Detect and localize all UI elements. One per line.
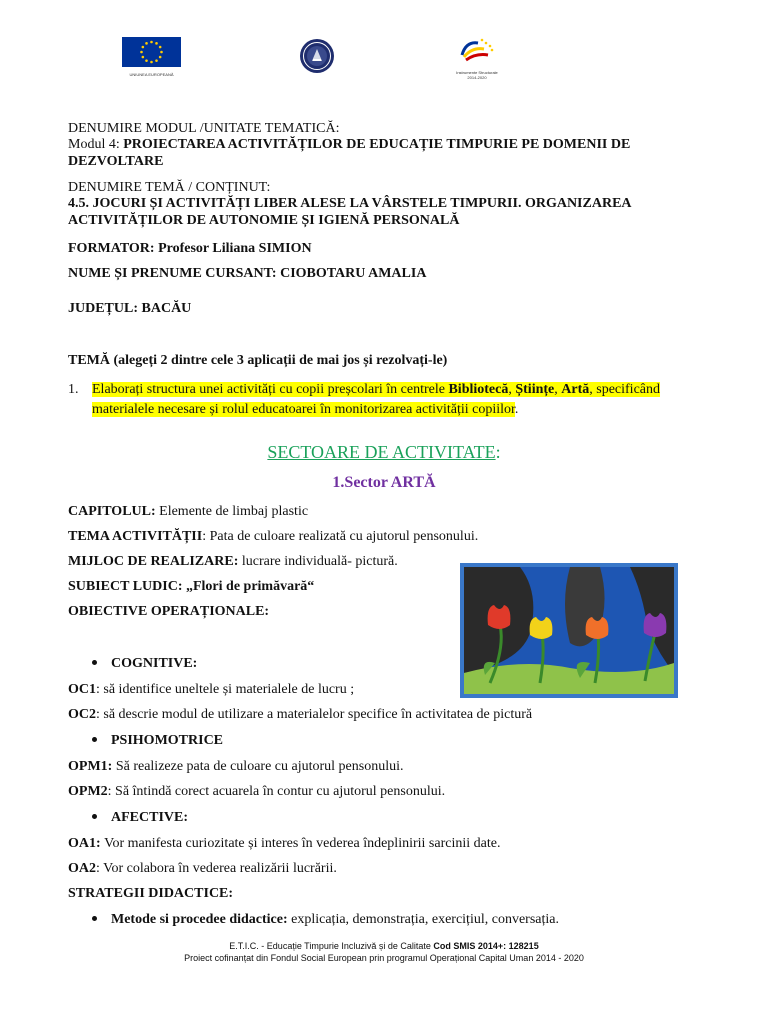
- section-subheading: 1.Sector ARTĂ: [332, 474, 436, 491]
- opm2-label: OPM2: [68, 784, 108, 799]
- item-sep-1: ,: [508, 382, 516, 397]
- strategii-heading: STRATEGII DIDACTICE:: [68, 886, 234, 901]
- structural-instruments-icon: [448, 35, 506, 65]
- modul-title-2: DEZVOLTARE: [68, 154, 164, 169]
- opm1-label: OPM1:: [68, 759, 116, 774]
- structural-instruments-logo: [448, 35, 506, 80]
- oa2-label: OA2: [68, 861, 96, 876]
- eu-star-icon: [145, 59, 148, 62]
- oc2-value: : să descrie modul de utilizare a materialelor specifice în activitatea de pictură: [96, 707, 533, 722]
- bullet-icon: [92, 737, 97, 742]
- eu-star-icon: [155, 42, 158, 45]
- eu-star-icon: [150, 41, 153, 44]
- item-bold-3: Artă: [561, 382, 590, 397]
- oa1-value: Vor manifesta curiozitate și interes în vederea îndeplinirii sarcinii date.: [104, 836, 501, 851]
- modul-line-1: [68, 136, 630, 153]
- capitolul-value: Elemente de limbaj plastic: [159, 504, 309, 519]
- is-caption-1: Instrumente Structurale: [456, 70, 498, 75]
- assignment-line-1: [92, 381, 660, 398]
- oc1-label: OC1: [68, 682, 96, 697]
- eu-star-icon: [160, 51, 163, 54]
- opm1-line: [68, 758, 403, 775]
- opm1-value: Să realizeze pata de culoare cu ajutorul pensonului.: [115, 759, 404, 774]
- mijloc-value: lucrare individuală- pictură.: [241, 554, 398, 569]
- capitolul-label: CAPITOLUL:: [68, 504, 160, 519]
- government-seal-logo: [292, 37, 342, 75]
- tema-activitatii-label: TEMA ACTIVITĂȚII: [68, 529, 203, 544]
- oc1-line: [68, 681, 354, 698]
- mijloc-line: [68, 553, 398, 570]
- item-text-1: Elaborați structura unei activități cu copii preșcolari în centrele: [92, 382, 449, 397]
- eu-flag-icon: [122, 37, 181, 67]
- eu-star-icon: [159, 56, 162, 59]
- eu-star-icon: [150, 61, 153, 64]
- oa2-line: [68, 860, 337, 877]
- eu-star-icon: [140, 51, 143, 54]
- cursant: NUME ȘI PRENUME CURSANT: CIOBOTARU AMALIA: [68, 266, 427, 281]
- item-bold-2: Științe: [515, 382, 555, 397]
- oc2-label: OC2: [68, 707, 96, 722]
- oa2-value: : Vor colabora în vederea realizării lucrării.: [96, 861, 337, 876]
- eu-star-icon: [159, 46, 162, 49]
- oc1-value: : să identifice uneltele și materialele de lucru ;: [96, 682, 355, 697]
- item-text-2: , specificând: [589, 382, 660, 397]
- eu-caption: UNIUNEA EUROPEANĂ: [129, 72, 174, 77]
- bullet-icon: [92, 660, 97, 665]
- capitolul-line: [68, 503, 308, 520]
- tema-assignment: TEMĂ (alegeți 2 dintre cele 3 aplicații de mai jos și rezolvați-le): [68, 353, 448, 368]
- afective-bullet: [92, 809, 188, 826]
- metode-bullet: [92, 911, 559, 928]
- section-heading-colon: :: [495, 442, 501, 462]
- footer-smis-code: Cod SMIS 2014+: 128215: [433, 941, 539, 951]
- bullet-icon: [92, 916, 97, 921]
- tema-label: DENUMIRE TEMĂ / CONȚINUT:: [68, 180, 271, 195]
- eu-star-icon: [145, 42, 148, 45]
- footer-line-2: Proiect cofinanțat din Fondul Social European prin programul Operațional Capital Uman 2014 - 2020: [184, 953, 584, 963]
- formator: FORMATOR: Profesor Liliana SIMION: [68, 241, 312, 256]
- tema-title-1: 4.5. JOCURI ȘI ACTIVITĂȚI LIBER ALESE LA VÂRSTELE TIMPURII. ORGANIZAREA: [68, 196, 632, 211]
- oc2-line: [68, 706, 532, 723]
- section-heading: [0, 441, 768, 463]
- subiect-ludic: SUBIECT LUDIC: „Flori de primăvară“: [68, 579, 315, 594]
- metode-label: Metode si procedee didactice:: [111, 912, 292, 927]
- item-bold-1: Bibliotecă: [448, 382, 509, 397]
- opm2-value: : Să întindă corect acuarela în contur cu ajutorul pensonului.: [107, 784, 446, 799]
- eu-flag-logo: [122, 37, 181, 75]
- oa1-line: [68, 835, 500, 852]
- bullet-icon: [92, 814, 97, 819]
- obiective-heading: OBIECTIVE OPERAȚIONALE:: [68, 604, 270, 619]
- modul-title-1: PROIECTAREA ACTIVITĂȚILOR DE EDUCAȚIE TIMPURIE PE DOMENII DE: [123, 137, 631, 152]
- psihomotrice-bullet: [92, 732, 223, 749]
- afective-label: AFECTIVE:: [111, 810, 189, 825]
- eu-star-icon: [155, 59, 158, 62]
- tulips-painting-icon: [460, 563, 678, 698]
- item-sep-2: ,: [554, 382, 562, 397]
- is-caption-2: 2014-2020: [467, 75, 487, 80]
- judet: JUDEȚUL: BACĂU: [68, 301, 192, 316]
- modul-label: DENUMIRE MODUL /UNITATE TEMATICĂ:: [68, 121, 340, 136]
- cognitive-label: COGNITIVE:: [111, 656, 198, 671]
- item-end: .: [514, 402, 519, 417]
- opm2-line: [68, 783, 445, 800]
- mijloc-label: MIJLOC DE REALIZARE:: [68, 554, 242, 569]
- item-number: 1.: [68, 382, 79, 397]
- section-heading-text: SECTOARE DE ACTIVITATE: [267, 442, 496, 462]
- oa1-label: OA1:: [68, 836, 105, 851]
- seal-icon: [292, 37, 342, 75]
- tema-activitatii-line: [68, 528, 478, 545]
- footer-line-1: [0, 941, 768, 952]
- item-line-2: materialele necesare și rolul educatoarei în monitorizarea activității copiilor: [92, 402, 515, 417]
- tulips-painting-image: [460, 563, 678, 698]
- metode-value: explicația, demonstrația, exercițiul, conversația.: [291, 912, 559, 927]
- eu-star-icon: [142, 56, 145, 59]
- modul-prefix: Modul 4:: [68, 137, 124, 152]
- tema-activitatii-value: : Pata de culoare realizată cu ajutorul pensonului.: [202, 529, 479, 544]
- cognitive-bullet: [92, 655, 197, 672]
- assignment-line-2: [92, 401, 518, 418]
- tema-title-2: ACTIVITĂȚILOR DE AUTONOMIE ȘI IGIENĂ PERSONALĂ: [68, 213, 460, 228]
- eu-star-icon: [142, 46, 145, 49]
- psihomotrice-label: PSIHOMOTRICE: [111, 733, 224, 748]
- footer-text-1: E.T.I.C. - Educație Timpurie Incluzivă și de Calitate: [229, 941, 434, 951]
